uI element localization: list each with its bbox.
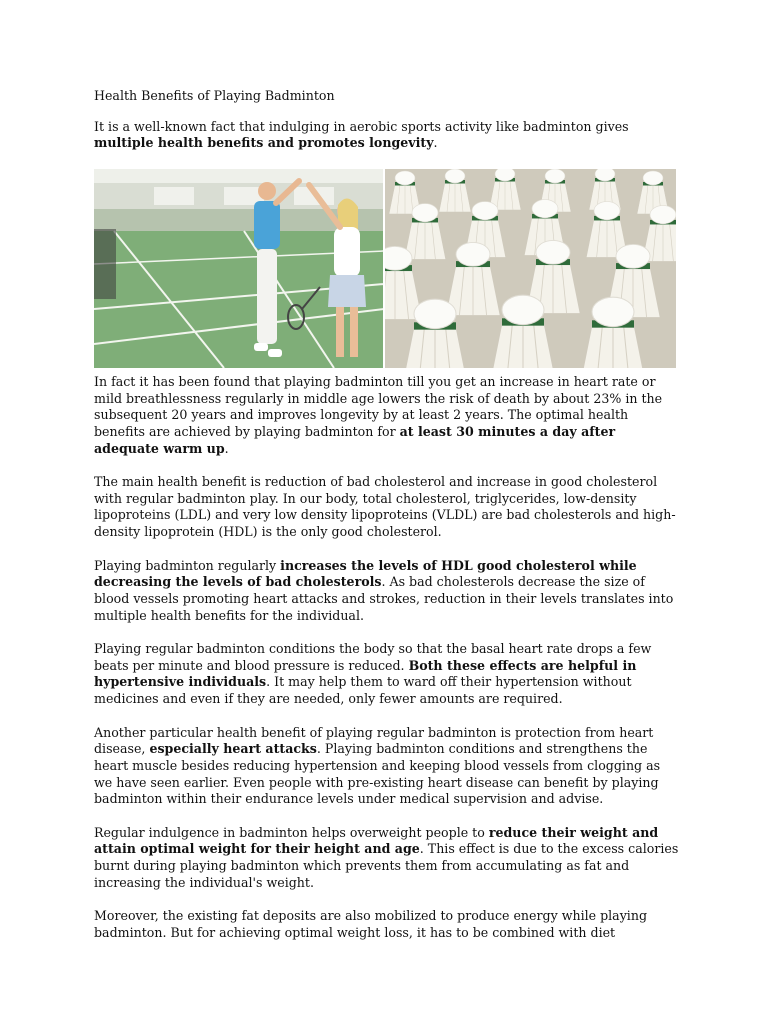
intro-text-end: . <box>433 135 438 151</box>
paragraph-text-end: . It may help them to ward off their hypertension without medicines and even if they are needed, only fewer amounts are required. <box>94 674 632 707</box>
paragraph-emphasis: at least 30 minutes a day after adequate warm up <box>94 423 616 456</box>
paragraph-hypertension <box>94 641 680 708</box>
players-high-five-photo <box>94 169 383 368</box>
paragraph-cholesterol: The main health benefit is reduction of bad cholesterol and increase in good cholesterol with regular badminton play. In our body, total cholesterol, triglycerides, low-density lipoproteins (LDL) and very low density lipoproteins (VLDL) are bad cholesterols and high-density lipoprotein (HDL) is the only good cholesterol. <box>94 474 676 540</box>
paragraph-text-end: . Playing badminton conditions and strengthens the heart muscle besides reducing hypertension and keeping blood vessels from clogging as we have seen earlier. Even people with pre-existing heart disease can benefit by playing badminton within their endurance levels under medical supervision and advise. <box>94 741 661 807</box>
paragraph-text-end: . As bad cholesterols decrease the size of blood vessels promoting heart attacks and strokes, reduction in their levels translates into multiple health benefits for the individual. <box>94 574 674 623</box>
paragraph-text-end: . This effect is due to the excess calories burnt during playing badminton which prevents them from accumulating as fat and increasing the individual's weight. <box>94 841 679 890</box>
image-row <box>94 169 676 368</box>
paragraph-emphasis: especially heart attacks <box>149 741 317 757</box>
paragraph-hdl <box>94 558 680 625</box>
paragraph-fat-deposits: Moreover, the existing fat deposits are also mobilized to produce energy while playing badminton. But for achieving optimal weight loss, it has to be combined with diet <box>94 908 648 940</box>
shuttlecocks-photo <box>385 169 676 368</box>
paragraph-text: Regular indulgence in badminton helps overweight people to <box>94 824 489 840</box>
paragraph-text: In fact it has been found that playing badminton till you get an increase in heart rate or mild breathlessness regularly in middle age lowers the risk of death by about 23% in the subsequent 20 years and improves longevity by at least 2 years. The optimal health benefits are achieved by playing badminton for <box>94 373 663 439</box>
paragraph-text: Another particular health benefit of playing regular badminton is protection from heart disease, <box>94 724 654 757</box>
document-body <box>94 88 680 958</box>
paragraph-text-end: . <box>224 440 229 456</box>
paragraph-emphasis: reduce their weight and attain optimal weight for their height and age <box>94 824 659 857</box>
paragraph-heart-disease <box>94 725 680 809</box>
paragraph-longevity <box>94 374 680 458</box>
paragraph-weight <box>94 825 680 892</box>
intro-emphasis: multiple health benefits and promotes longevity <box>94 135 434 151</box>
paragraph-emphasis: increases the levels of HDL good cholesterol while decreasing the levels of bad cholesterols <box>94 557 637 590</box>
paragraph-text: Playing badminton regularly <box>94 557 281 573</box>
document-title: Health Benefits of Playing Badminton <box>94 88 335 103</box>
intro-paragraph <box>94 119 680 152</box>
paragraph-text: Playing regular badminton conditions the body so that the basal heart rate drops a few beats per minute and blood pressure is reduced. <box>94 641 652 673</box>
paragraph-emphasis: Both these effects are helpful in hypertensive individuals <box>94 657 637 690</box>
intro-text: It is a well-known fact that indulging in aerobic sports activity like badminton gives <box>94 118 629 134</box>
